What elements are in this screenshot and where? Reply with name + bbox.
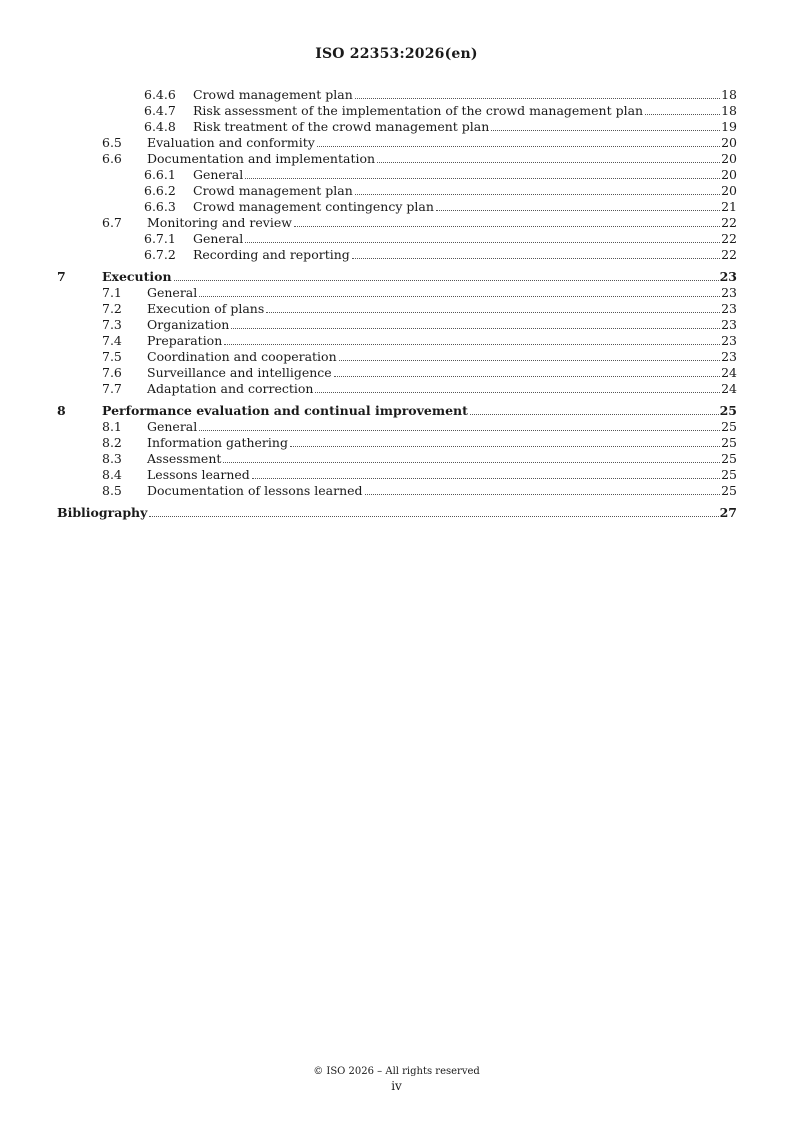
toc-number: 7.6 <box>102 365 122 380</box>
toc-title: Surveillance and intelligence <box>147 365 332 380</box>
toc-number: 7.2 <box>102 301 122 316</box>
toc-entry-8-4[interactable] <box>57 467 737 483</box>
table-of-contents <box>57 87 737 521</box>
toc-title: Assessment <box>147 451 222 466</box>
toc-entry-6-6[interactable] <box>57 151 737 167</box>
toc-leader <box>252 478 720 479</box>
toc-page: 18 <box>721 103 737 118</box>
toc-number: 7.5 <box>102 349 122 364</box>
toc-leader <box>317 146 720 147</box>
toc-number: 8.5 <box>102 483 122 498</box>
toc-leader <box>355 98 720 99</box>
toc-leader <box>315 392 720 393</box>
toc-entry-6-7-2[interactable] <box>57 247 737 263</box>
toc-leader <box>436 210 720 211</box>
toc-number: 6.7.2 <box>144 247 176 262</box>
toc-leader <box>199 296 720 297</box>
toc-leader <box>645 114 720 115</box>
toc-title: Recording and reporting <box>193 247 350 262</box>
toc-title: Performance evaluation and continual improvement <box>102 403 468 418</box>
toc-leader <box>174 280 719 281</box>
toc-leader <box>365 494 721 495</box>
toc-entry-6-6-3[interactable] <box>57 199 737 215</box>
toc-page: 24 <box>721 381 737 396</box>
toc-title: Evaluation and conformity <box>147 135 315 150</box>
toc-leader <box>245 242 720 243</box>
toc-page: 24 <box>721 365 737 380</box>
toc-entry-6-4-7[interactable] <box>57 103 737 119</box>
toc-title: Information gathering <box>147 435 288 450</box>
toc-page: 23 <box>719 269 737 284</box>
toc-number: 7.3 <box>102 317 122 332</box>
toc-page: 23 <box>721 301 737 316</box>
toc-entry-7[interactable] <box>57 269 737 285</box>
toc-number: 6.4.6 <box>144 87 176 102</box>
toc-number: 8 <box>57 403 66 418</box>
page-footer <box>0 1066 793 1093</box>
toc-number: 7.4 <box>102 333 122 348</box>
toc-entry-7-2[interactable] <box>57 301 737 317</box>
toc-entry-6-4-6[interactable] <box>57 87 737 103</box>
toc-entry-6-6-1[interactable] <box>57 167 737 183</box>
toc-entry-6-7[interactable] <box>57 215 737 231</box>
toc-leader <box>266 312 720 313</box>
toc-page: 20 <box>721 183 737 198</box>
toc-title: Risk treatment of the crowd management plan <box>193 119 490 134</box>
toc-leader <box>231 328 720 329</box>
toc-page: 20 <box>721 151 737 166</box>
toc-page: 25 <box>721 451 737 466</box>
page-number: iv <box>391 1079 402 1093</box>
toc-page: 25 <box>721 419 737 434</box>
toc-page: 21 <box>721 199 737 214</box>
toc-page: 25 <box>721 483 737 498</box>
toc-number: 6.7 <box>102 215 122 230</box>
toc-title: Documentation and implementation <box>147 151 376 166</box>
toc-entry-7-5[interactable] <box>57 349 737 365</box>
toc-title: Execution <box>102 269 172 284</box>
toc-entry-8-3[interactable] <box>57 451 737 467</box>
document-header: ISO 22353:2026(en) <box>315 46 478 62</box>
toc-number: 6.4.8 <box>144 119 176 134</box>
toc-title: Monitoring and review <box>147 215 292 230</box>
toc-leader <box>245 178 720 179</box>
toc-entry-6-5[interactable] <box>57 135 737 151</box>
toc-title: Risk assessment of the implementation of the crowd management plan <box>193 103 644 118</box>
toc-entry-7-3[interactable] <box>57 317 737 333</box>
toc-number: 8.3 <box>102 451 122 466</box>
toc-title: Coordination and cooperation <box>147 349 337 364</box>
toc-number: 6.6.3 <box>144 199 176 214</box>
toc-number: 7 <box>57 269 66 284</box>
toc-title: General <box>147 419 198 434</box>
toc-entry-6-6-2[interactable] <box>57 183 737 199</box>
toc-title: Crowd management plan <box>193 87 353 102</box>
toc-page: 23 <box>721 349 737 364</box>
toc-title: Crowd management contingency plan <box>193 199 434 214</box>
toc-leader <box>223 462 720 463</box>
toc-leader <box>334 376 720 377</box>
toc-page: 27 <box>719 505 737 520</box>
toc-entry-6-7-1[interactable] <box>57 231 737 247</box>
toc-title: Crowd management plan <box>193 183 353 198</box>
toc-title: Documentation of lessons learned <box>147 483 363 498</box>
toc-page: 20 <box>721 135 737 150</box>
toc-title: Adaptation and correction <box>147 381 314 396</box>
toc-page: 19 <box>721 119 737 134</box>
toc-page: 23 <box>721 285 737 300</box>
toc-leader <box>470 414 719 415</box>
toc-number: 7.7 <box>102 381 122 396</box>
toc-page: 22 <box>721 215 737 230</box>
toc-number: 6.7.1 <box>144 231 176 246</box>
toc-entry-8-5[interactable] <box>57 483 737 499</box>
toc-number: 6.6 <box>102 151 122 166</box>
toc-title: Lessons learned <box>147 467 250 482</box>
toc-page: 18 <box>721 87 737 102</box>
toc-number: 7.1 <box>102 285 122 300</box>
toc-leader <box>224 344 720 345</box>
toc-page: 25 <box>719 403 737 418</box>
toc-page: 23 <box>721 317 737 332</box>
toc-leader <box>377 162 720 163</box>
toc-entry-8-1[interactable] <box>57 419 737 435</box>
toc-title: General <box>193 231 244 246</box>
toc-title: Bibliography <box>57 505 148 520</box>
toc-leader <box>199 430 720 431</box>
toc-page: 25 <box>721 467 737 482</box>
toc-number: 6.4.7 <box>144 103 176 118</box>
copyright-notice: © ISO 2026 – All rights reserved <box>313 1066 480 1077</box>
toc-leader <box>290 446 720 447</box>
toc-page: 23 <box>721 333 737 348</box>
toc-entry-6-4-8[interactable] <box>57 119 737 135</box>
toc-entry-7-6[interactable] <box>57 365 737 381</box>
toc-page: 22 <box>721 247 737 262</box>
toc-entry-8[interactable] <box>57 403 737 419</box>
toc-leader <box>294 226 720 227</box>
toc-page: 25 <box>721 435 737 450</box>
toc-number: 6.6.1 <box>144 167 176 182</box>
toc-entry-7-7[interactable] <box>57 381 737 397</box>
toc-page: 22 <box>721 231 737 246</box>
toc-number: 6.5 <box>102 135 122 150</box>
toc-leader <box>355 194 720 195</box>
toc-entry-8-2[interactable] <box>57 435 737 451</box>
toc-leader <box>352 258 720 259</box>
toc-page: 20 <box>721 167 737 182</box>
toc-leader <box>149 516 718 517</box>
toc-leader <box>339 360 720 361</box>
toc-entry-7-4[interactable] <box>57 333 737 349</box>
toc-number: 8.2 <box>102 435 122 450</box>
toc-title: Organization <box>147 317 230 332</box>
toc-leader <box>491 130 720 131</box>
toc-title: Preparation <box>147 333 223 348</box>
toc-number: 6.6.2 <box>144 183 176 198</box>
toc-title: Execution of plans <box>147 301 265 316</box>
toc-entry-7-1[interactable] <box>57 285 737 301</box>
toc-number: 8.4 <box>102 467 122 482</box>
toc-title: General <box>193 167 244 182</box>
toc-title: General <box>147 285 198 300</box>
toc-entry-bibliography[interactable] <box>57 505 737 521</box>
toc-number: 8.1 <box>102 419 122 434</box>
